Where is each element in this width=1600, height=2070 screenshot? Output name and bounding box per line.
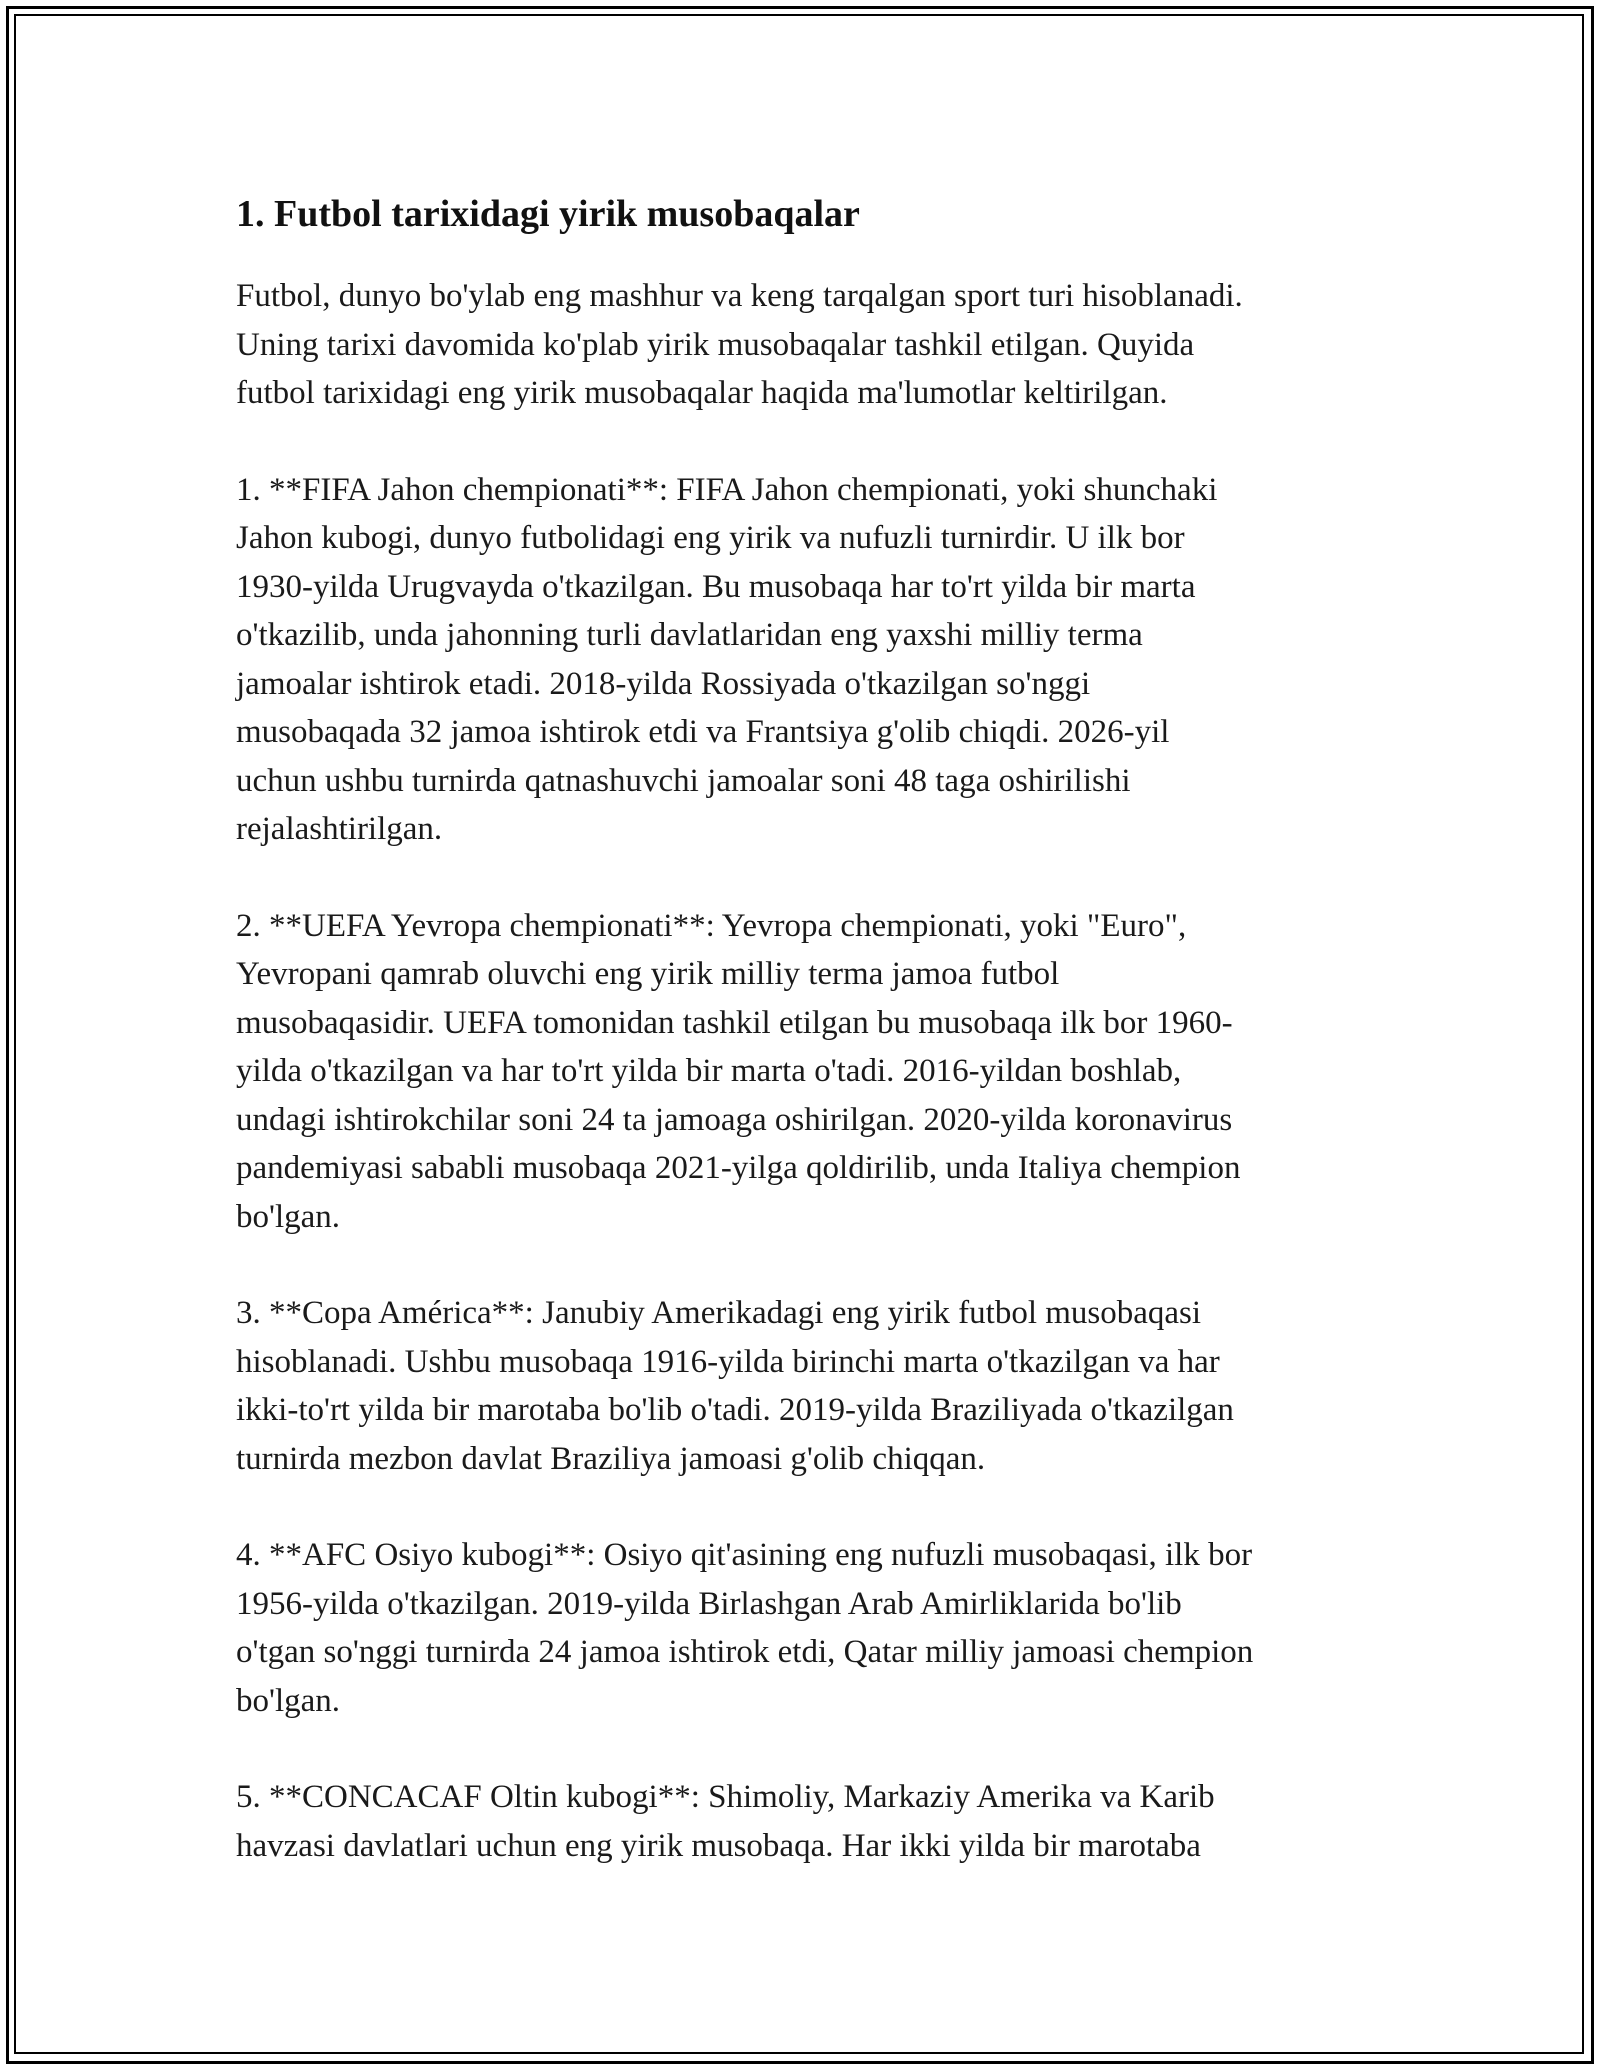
text-line: uchun ushbu turnirda qatnashuvchi jamoalar soni 48 taga oshirilishi <box>236 762 1131 799</box>
text-line: Yevropani qamrab oluvchi eng yirik milliy terma jamoa futbol <box>236 956 1060 992</box>
text-line: musobaqada 32 jamoa ishtirok etdi va Frantsiya g'olib chiqdi. 2026-yil <box>236 714 1170 750</box>
text-line: rejalashtirilgan. <box>236 811 443 847</box>
text-line: Jahon kubogi, dunyo futbolidagi eng yirik va nufuzli turnirdir. U ilk bor <box>236 520 1185 556</box>
text-line: ikki-to'rt yilda bir marotaba bo'lib o'tadi. 2019-yilda Braziliyada o'tkazilgan <box>236 1392 1234 1428</box>
concacaf-gold-cup-paragraph <box>236 1773 1376 1870</box>
text-line: 1956-yilda o'tkazilgan. 2019-yilda Birlashgan Arab Amirliklarida bo'lib <box>236 1585 1182 1622</box>
text-line: o'tkazilib, unda jahonning turli davlatlaridan eng yaxshi milliy terma <box>236 617 1143 653</box>
text-line: futbol tarixidagi eng yirik musobaqalar haqida ma'lumotlar keltirilgan. <box>236 375 1168 411</box>
text-line: 1930-yilda Urugvayda o'tkazilgan. Bu musobaqa har to'rt yilda bir marta <box>236 568 1196 605</box>
document-title: 1. Futbol tarixidagi yirik musobaqalar <box>236 193 860 235</box>
text-line: undagi ishtirokchilar soni 24 ta jamoaga oshirilgan. 2020-yilda koronavirus <box>236 1101 1233 1138</box>
copa-america-paragraph <box>236 1289 1376 1483</box>
text-line: o'tgan so'nggi turnirda 24 jamoa ishtirok etdi, Qatar milliy jamoasi chempion <box>236 1634 1254 1670</box>
text-line: musobaqasidir. UEFA tomonidan tashkil etilgan bu musobaqa ilk bor 1960- <box>236 1004 1233 1041</box>
text-line: Futbol, dunyo bo'ylab eng mashhur va keng tarqalgan sport turi hisoblanadi. <box>236 278 1243 314</box>
text-line: havzasi davlatlari uchun eng yirik musobaqa. Har ikki yilda bir marotaba <box>236 1827 1201 1864</box>
text-line: 5. **CONCACAF Oltin kubogi**: Shimoliy, Markaziy Amerika va Karib <box>236 1779 1215 1815</box>
intro-paragraph <box>236 272 1376 418</box>
text-line: Uning tarixi davomida ko'plab yirik musobaqalar tashkil etilgan. Quyida <box>236 326 1195 363</box>
document-body <box>236 190 1376 1918</box>
text-line: bo'lgan. <box>236 1198 341 1235</box>
uefa-euro-paragraph <box>236 902 1376 1242</box>
afc-asian-cup-paragraph <box>236 1531 1376 1725</box>
text-line: turnirda mezbon davlat Braziliya jamoasi g'olib chiqqan. <box>236 1440 986 1477</box>
text-line: 3. **Copa América**: Janubiy Amerikadagi eng yirik futbol musobaqasi <box>236 1295 1202 1331</box>
text-line: 4. **AFC Osiyo kubogi**: Osiyo qit'asining eng nufuzli musobaqasi, ilk bor <box>236 1537 1253 1573</box>
text-line: bo'lgan. <box>236 1682 341 1719</box>
text-line: yilda o'tkazilgan va har to'rt yilda bir marta o'tadi. 2016-yildan boshlab, <box>236 1053 1182 1089</box>
text-line: jamoalar ishtirok etadi. 2018-yilda Rossiyada o'tkazilgan so'nggi <box>236 665 1091 702</box>
fifa-world-cup-paragraph <box>236 466 1376 854</box>
text-line: 2. **UEFA Yevropa chempionati**: Yevropa chempionati, yoki "Euro", <box>236 907 1187 944</box>
text-line: 1. **FIFA Jahon chempionati**: FIFA Jahon chempionati, yoki shunchaki <box>236 471 1218 508</box>
text-line: pandemiyasi sababli musobaqa 2021-yilga qoldirilib, unda Italiya chempion <box>236 1150 1241 1186</box>
text-line: hisoblanadi. Ushbu musobaqa 1916-yilda birinchi marta o'tkazilgan va har <box>236 1343 1220 1380</box>
